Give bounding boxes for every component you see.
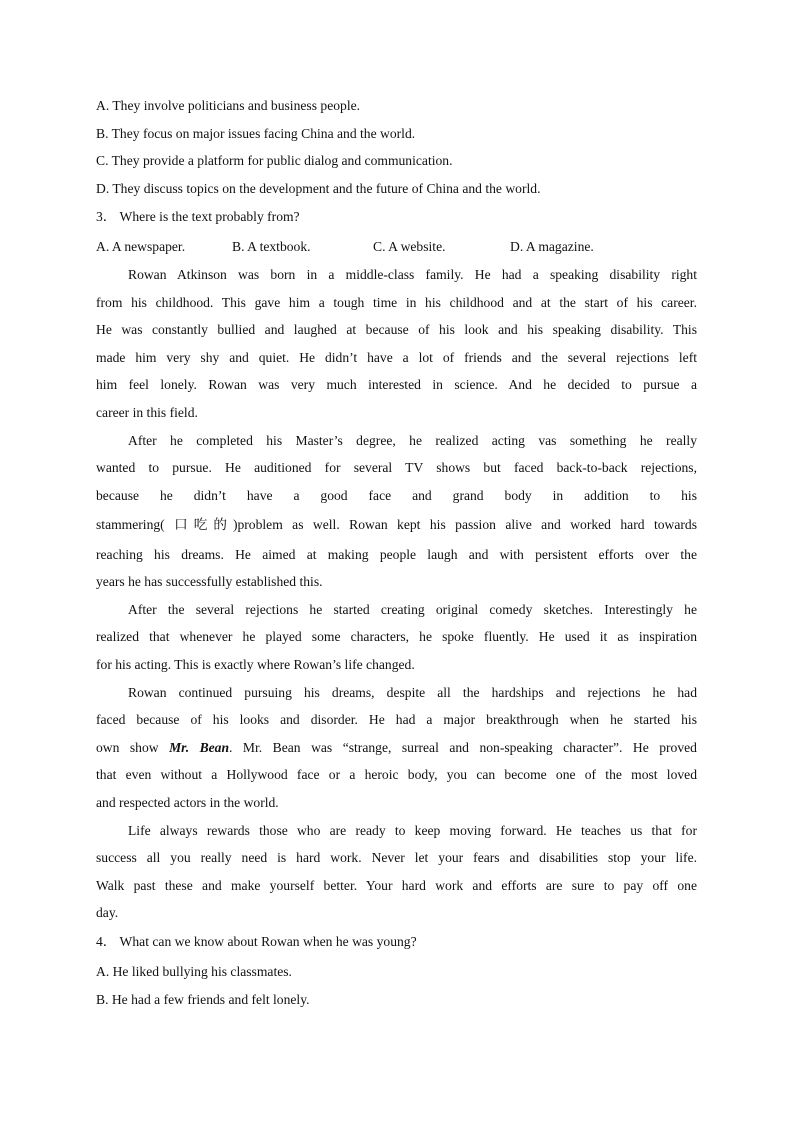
passage-p4-line xyxy=(96,738,697,758)
passage-p1-line: made him very shy and quiet. He didn’t have a lot of friends and the several rejections left xyxy=(96,350,697,365)
passage-p3-line: After the several rejections he started creating original comedy sketches. Interestingly he xyxy=(128,602,697,617)
passage-p2-line: reaching his dreams. He aimed at making people laugh and with persistent efforts over the xyxy=(96,547,697,562)
q3-options-row xyxy=(96,237,697,257)
passage-p4-line: Rowan continued pursuing his dreams, despite all the hardships and rejections he had xyxy=(128,685,697,700)
passage-p1-line: from his childhood. This gave him a tough time in his childhood and at the start of his career. xyxy=(96,295,697,310)
passage-p2-line: years he has successfully established this. xyxy=(96,574,323,589)
q3-stem: 3． Where is the text probably from? xyxy=(96,209,300,224)
passage-p5-line: day. xyxy=(96,905,119,920)
passage-p1-line: career in this field. xyxy=(96,405,198,420)
q4-stem: 4． What can we know about Rowan when he was young? xyxy=(96,934,417,949)
q3-option-d: D. A magazine. xyxy=(510,239,594,254)
show-title: Mr. Bean xyxy=(169,740,230,755)
q4-option-a: A. He liked bullying his classmates. xyxy=(96,964,292,979)
passage-p3-line: for his acting. This is exactly where Rowan’s life changed. xyxy=(96,657,415,672)
passage-p5-line: Life always rewards those who are ready to keep moving forward. He teaches us that for xyxy=(128,823,697,838)
q2-option-b: B. They focus on major issues facing China and the world. xyxy=(96,126,416,141)
passage-p4-line: faced because of his looks and disorder. He had a major breakthrough when he started his xyxy=(96,712,697,727)
passage-p5-line: success all you really need is hard work. Never let your fears and disabilities stop your life. xyxy=(96,850,697,865)
passage-p1-line: Rowan Atkinson was born in a middle-class family. He had a speaking disability right xyxy=(128,267,697,282)
passage-p1-line: He was constantly bullied and laughed at because of his look and his speaking disability. This xyxy=(96,322,697,337)
passage-p5-line: Walk past these and make yourself better. Your hard work and efforts are sure to pay off one xyxy=(96,878,697,893)
q2-option-c: C. They provide a platform for public dialog and communication. xyxy=(96,153,453,168)
p4-text-before-title: own show xyxy=(96,740,170,755)
passage-p2-line: After he completed his Master’s degree, he realized acting vas something he really xyxy=(128,433,697,448)
passage-p4-line: and respected actors in the world. xyxy=(96,795,279,810)
passage-p2-line: because he didn’t have a good face and grand body in addition to his xyxy=(96,488,697,503)
q4-option-b: B. He had a few friends and felt lonely. xyxy=(96,992,310,1007)
passage-p3-line: realized that whenever he played some characters, he spoke fluently. He used it as inspiration xyxy=(96,629,697,644)
p4-text-after-title: . Mr. Bean was “strange, surreal and non-speaking character”. He proved xyxy=(229,740,697,755)
q2-option-d: D. They discuss topics on the development and the future of China and the world. xyxy=(96,181,541,196)
q3-option-a: A. A newspaper. xyxy=(96,239,186,254)
passage-p1-line: him feel lonely. Rowan was very much interested in science. And he decided to pursue a xyxy=(96,377,697,392)
passage-p2-line: stammering( 口吃的)problem as well. Rowan kept his passion alive and worked hard towards xyxy=(96,517,697,532)
passage-p2-line: wanted to pursue. He auditioned for several TV shows but faced back-to-back rejections, xyxy=(96,460,697,475)
q3-option-b: B. A textbook. xyxy=(232,239,311,254)
passage-p4-line: that even without a Hollywood face or a heroic body, you can become one of the most loved xyxy=(96,767,697,782)
q2-option-a: A. They involve politicians and business people. xyxy=(96,98,361,113)
q3-option-c: C. A website. xyxy=(373,239,446,254)
